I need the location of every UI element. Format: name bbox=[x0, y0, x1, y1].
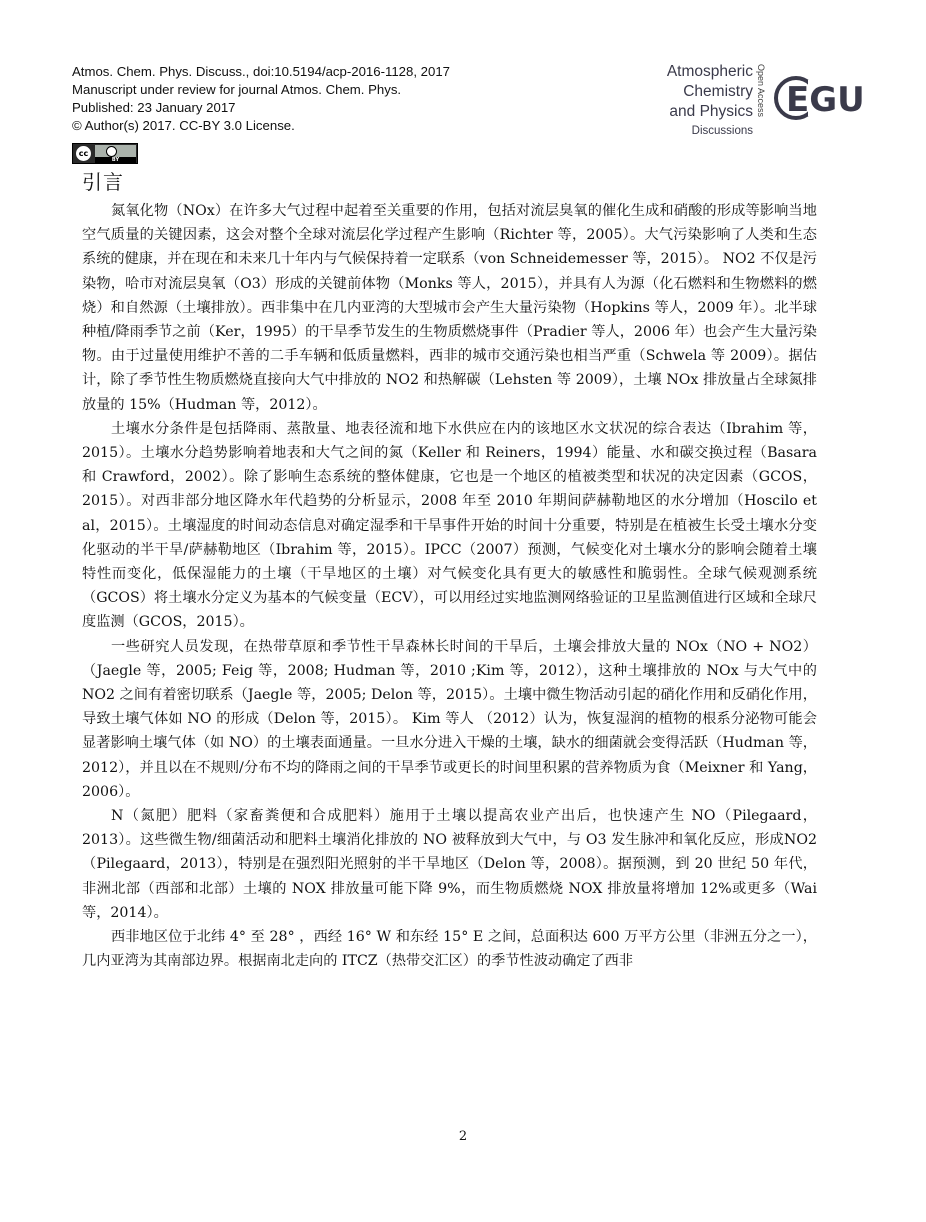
person-icon bbox=[106, 146, 117, 157]
paragraph: N（氮肥）肥料（家畜粪便和合成肥料）施用于土壤以提高农业产出后，也快速产生 NO（Pilegaard，2013）。这些微生物/细菌活动和肥料土壤消化排放的 NO 被释放到大气中，与 O3 发生脉冲和氧化反应，形成NO2（Pilegaard，2013），特别是在强烈阳光照射的半干旱地区（Delon 等，2008）。据预测，到 20 世纪 50 年代，非洲北部（西部和北部）土壤的 NOX 排放量可能下降 9%，而生物质燃烧 NOX 排放量将增加 12%或更多（Wai 等，2014）。 bbox=[82, 808, 817, 921]
page-number: 2 bbox=[458, 1129, 468, 1144]
paragraph: 土壤水分条件是包括降雨、蒸散量、地表径流和地下水供应在内的该地区水文状况的综合表达（Ibrahim 等，2015）。土壤水分趋势影响着地表和大气之间的氮（Keller 和 Reiners，1994）能量、水和碳交换过程（Basara 和 Crawford，2002）。除了影响生态系统的整体健康，它也是一个地区的植被类型和状况的决定因素（GCOS，2015）。对西非部分地区降水年代趋势的分析显示，2008 年至 2010 年期间萨赫勒地区的水分增加（Hoscilo et al，2015）。土壤湿度的时间动态信息对确定湿季和干旱事件开始的时间十分重要，特别是在植被生长受土壤水分变化驱动的半干旱/萨赫勒地区（Ibrahim 等，2015）。IPCC（2007）预测，气候变化对土壤水分的影响会随着土壤特性而变化，低保湿能力的土壤（干旱地区的土壤）对气候变化具有更大的敏感性和脆弱性。全球气候观测系统（GCOS）将土壤水分定义为基本的气候变量（ECV），可以用经过实地监测网络验证的卫星监测值进行区域和全球尺度监测（GCOS，2015）。 bbox=[82, 420, 817, 631]
cc-logo-icon: cc bbox=[76, 146, 91, 161]
published-date: Published: 23 January 2017 bbox=[72, 100, 236, 115]
manuscript-status: Manuscript under review for journal Atmos. Chem. Phys. bbox=[72, 82, 402, 97]
body-text bbox=[82, 199, 817, 974]
journal-name-line1: Atmospheric bbox=[666, 63, 753, 80]
journal-subtitle: Discussions bbox=[691, 125, 753, 137]
journal-logo bbox=[640, 62, 753, 139]
paragraph: 氮氧化物（NOx）在许多大气过程中起着至关重要的作用，包括对流层臭氧的催化生成和硝酸的形成等影响当地空气质量的关键因素，这会对整个全球对流层化学过程产生影响（Richter 等，2005）。大气污染影响了人类和生态系统的健康，并在现在和未来几十年内与气候保持着一定联系（von Schneidemesser 等，2015）。 NO2 不仅是污染物，哈市对流层臭氧（O3）形成的关键前体物（Monks 等人，2015），并具有人为源（化石燃料和生物燃料的燃烧）和自然源（土壤排放）。西非集中在几内亚湾的大型城市会产生大量污染物（Hopkins 等人，2009 年）。北半球种植/降雨季节之前（Ker，1995）的干旱季节发生的生物质燃烧事件（Pradier 等人，2006 年）也会产生大量污染物。由于过量使用维护不善的二手车辆和低质量燃料，西非的城市交通污染也相当严重（Schwela 等 2009）。据估计，除了季节性生物质燃烧直接向大气中排放的 NO2 和热解碳（Lehsten 等 2009），土壤 NOx 排放量占全球氮排放量的 15%（Hudman 等，2012）。 bbox=[82, 203, 817, 413]
paragraph: 一些研究人员发现，在热带草原和季节性干旱森林长时间的干旱后，土壤会排放大量的 NOx（NO + NO2）（Jaegle 等，2005; Feig 等，2008; Hudman 等，2010 ;Kim 等，2012），这种土壤排放的 NOx 与大气中的 NO2 之间有着密切联系（Jaegle 等，2005; Delon 等，2015）。土壤中微生物活动引起的硝化作用和反硝化作用，导致土壤气体如 NO 的形成（Delon 等，2015）。 Kim 等人 （2012）认为，恢复湿润的植物的根系分泌物可能会显著影响土壤气体（如 NO）的土壤表面通量。一旦水分进入干燥的土壤，缺水的细菌就会变得活跃（Hudman 等，2012），并且以在不规则/分布不均的降雨之间的干旱季节或更长的时间里积累的营养物质为食（Meixner 和 Yang，2006）。 bbox=[82, 638, 817, 800]
egu-logo-icon bbox=[772, 66, 865, 130]
copyright-line: © Author(s) 2017. CC-BY 3.0 License. bbox=[72, 118, 295, 133]
cc-by-icon[interactable] bbox=[72, 143, 138, 164]
journal-name-line3: and Physics bbox=[669, 103, 753, 120]
open-access-label: Open Access bbox=[756, 64, 766, 118]
by-label: BY bbox=[95, 157, 136, 163]
journal-name-line2: Chemistry bbox=[683, 83, 753, 100]
section-title: 引言 bbox=[82, 170, 124, 194]
citation-header bbox=[72, 63, 502, 135]
citation-line: Atmos. Chem. Phys. Discuss., doi:10.5194/acp-2016-1128, 2017 bbox=[72, 64, 451, 79]
svg-text:EGU: EGU bbox=[786, 80, 865, 120]
paragraph: 西非地区位于北纬 4° 至 28° ，西经 16° W 和东经 15° E 之间，总面积达 600 万平方公里（非洲五分之一），几内亚湾为其南部边界。根据南北走向的 ITCZ（热带交汇区）的季节性波动确定了西非 bbox=[82, 929, 817, 970]
